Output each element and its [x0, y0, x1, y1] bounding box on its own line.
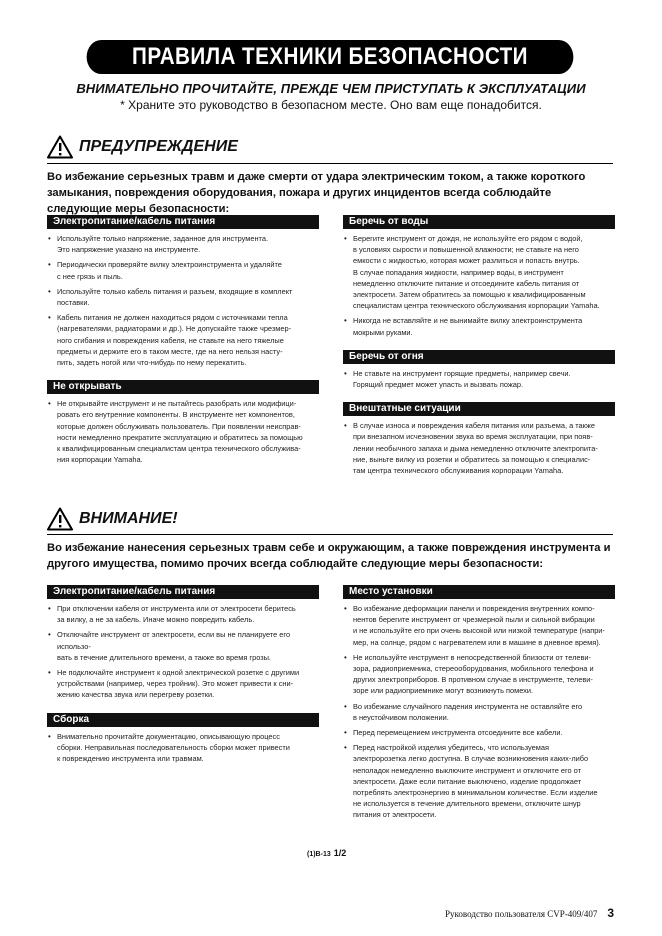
- caution-power-list: [47, 603, 319, 701]
- list-item: • Кабель питания не должен находиться рядом с источниками тепла (нагревателями, радиаторами и др.). Не допускайте также чрезмер- ного сгибания и повреждения кабеля, не ставьте на него тяжелые предметы и держите его в таком месте, где на него нельзя насту- пить, задеть ногой или что-нибудь по нему перекатить.: [47, 312, 319, 368]
- warning-power-heading: Электропитание/кабель питания: [47, 215, 319, 229]
- list-item: • Периодически проверяйте вилку электроинструмента и удаляйте с нее грязь и пыль.: [47, 259, 319, 281]
- read-before-use-subtitle: ВНИМАТЕЛЬНО ПРОЧИТАЙТЕ, ПРЕЖДЕ ЧЕМ ПРИСТУПАТЬ К ЭКСПЛУАТАЦИИ: [76, 81, 586, 96]
- caution-section-header: [47, 507, 178, 531]
- keep-manual-note: * Храните это руководство в безопасном месте. Оно вам еще понадобится.: [120, 98, 542, 112]
- warning-section-header: [47, 135, 238, 159]
- list-item: • Не подключайте инструмент к одной электрической розетке с другими устройствами (например, через тройник). Это может привести к сни- жению качества звука или перегреву розетки.: [47, 667, 319, 701]
- assembly-heading: Сборка: [47, 713, 319, 727]
- list-item: • Используйте только напряжение, заданное для инструмента. Это напряжение указано на инструменте.: [47, 233, 319, 255]
- water-list: [343, 233, 615, 338]
- list-item: • Берегите инструмент от дождя, не используйте его рядом с водой, в условиях сырости и повышенной влажности; не ставьте на него емкости с жидкостью, которая может разлиться и попасть внутрь. В случае попадания жидкости, например воды, в инструмент немедленно отключите питание и отсоедините кабель питания от электросети. Затем обратитесь за помощью к квалифицированным специалистам центра технического обслуживания корпорации Yamaha.: [343, 233, 615, 311]
- warning-left-column: [47, 215, 319, 469]
- emergency-list: [343, 420, 615, 476]
- list-item: • Не используйте инструмент в непосредственной близости от телеви- зора, радиоприемника, стереооборудования, мобильного телефона и других электроприборов. В противном случае в инструменте, телеви- зоре или радиоприемнике могут возникнуть помехи.: [343, 652, 615, 697]
- list-item: • Используйте только кабель питания и разъем, входящие в комплект поставки.: [47, 286, 319, 308]
- list-item: • Перед настройкой изделия убедитесь, что используемая электророзетка легко доступна. В случае возникновения каких-либо неполадок немедленно выключите инструмент и отключите его от электросети. Даже если питание выключено, изделие продолжает потреблять электроэнергию в минимальном количестве. Если изделие не используется в течение длительного времени, отключите шнур питания от электросети.: [343, 742, 615, 820]
- location-heading: Место установки: [343, 585, 615, 599]
- warning-triangle-icon: [47, 507, 73, 531]
- assembly-list: [47, 731, 319, 765]
- list-item: • Не ставьте на инструмент горящие предметы, например свечи. Горящий предмет может упасть и вызвать пожар.: [343, 368, 615, 390]
- location-list: [343, 603, 615, 821]
- page-code-part: 1/2: [333, 848, 347, 858]
- warning-title: ПРЕДУПРЕЖДЕНИЕ: [79, 138, 238, 155]
- caution-intro: Во избежание нанесения серьезных травм себе и окружающим, а также повреждения инструмента и другого имущества, помимо прочих всегда соблюдайте следующие меры безопасности:: [47, 542, 611, 570]
- page-code: [307, 848, 346, 858]
- do-not-open-heading: Не открывать: [47, 380, 319, 394]
- list-item: • При отключении кабеля от инструмента или от электросети беритесь за вилку, а не за кабель. Иначе можно повредить кабель.: [47, 603, 319, 625]
- fire-heading: Беречь от огня: [343, 350, 615, 364]
- page-footer: [445, 906, 614, 920]
- list-item: • Отключайте инструмент от электросети, если вы не планируете его использо- вать в течение длительного времени, а также во время грозы.: [47, 629, 319, 663]
- caution-title: ВНИМАНИЕ!: [79, 510, 178, 527]
- list-item: • Во избежание случайного падения инструмента не оставляйте его в неустойчивом положении.: [343, 701, 615, 723]
- list-item: • Внимательно прочитайте документацию, описывающую процесс сборки. Неправильная последовательность сборки может привести к повреждению инструмента или травмам.: [47, 731, 319, 765]
- caution-power-heading: Электропитание/кабель питания: [47, 585, 319, 599]
- page-title: ПРАВИЛА ТЕХНИКИ БЕЗОПАСНОСТИ: [132, 43, 528, 70]
- page-title-banner: [87, 40, 574, 74]
- warning-intro: Во избежание серьезных травм и даже смерти от удара электрическим током, а также короткого замыкания, повреждения оборудования, пожара и других инцидентов всегда соблюдайте следующие меры безопасности:: [47, 171, 586, 215]
- caution-left-column: [47, 585, 319, 768]
- list-item: • Никогда не вставляйте и не вынимайте вилку электроинструмента мокрыми руками.: [343, 315, 615, 337]
- warning-power-list: [47, 233, 319, 368]
- warning-right-column: [343, 215, 615, 480]
- do-not-open-list: [47, 398, 319, 465]
- page-code-id: (1)B-13: [307, 851, 331, 858]
- fire-list: [343, 368, 615, 390]
- caution-right-column: [343, 585, 615, 825]
- caution-divider: [47, 534, 613, 535]
- emergency-heading: Внештатные ситуации: [343, 402, 615, 416]
- manual-name: Руководство пользователя CVP-409/407: [445, 909, 598, 919]
- page-number: 3: [607, 906, 614, 920]
- warning-triangle-icon: [47, 135, 73, 159]
- list-item: • Не открывайте инструмент и не пытайтесь разобрать или модифици- ровать его внутренние компоненты. В инструменте нет компонентов, которые должен обслуживать пользователь. При появлении неисправ- ности немедленно прекратите эксплуатацию и обратитесь за помощью к квалифицированным специалистам центра технического обслужива- ния корпорации Yamaha.: [47, 398, 319, 465]
- list-item: • В случае износа и повреждения кабеля питания или разъема, а также при внезапном исчезновении звука во время эксплуатации, при появ- лении необычного запаха и дыма немедленно отключите электропита- ние, выньте вилку из розетки и обратитесь за помощью к специалис- там центра технического обслуживания корпорации Yamaha.: [343, 420, 615, 476]
- warning-divider: [47, 163, 613, 164]
- water-heading: Беречь от воды: [343, 215, 615, 229]
- list-item: • Перед перемещением инструмента отсоедините все кабели.: [343, 727, 615, 738]
- list-item: • Во избежание деформации панели и повреждения внутренних компо- нентов берегите инструмент от чрезмерной пыли и сильной вибрации и не используйте его при очень высокой или низкой температуре (напри- мер, на солнце, рядом с нагревателем или в машине в дневное время).: [343, 603, 615, 648]
